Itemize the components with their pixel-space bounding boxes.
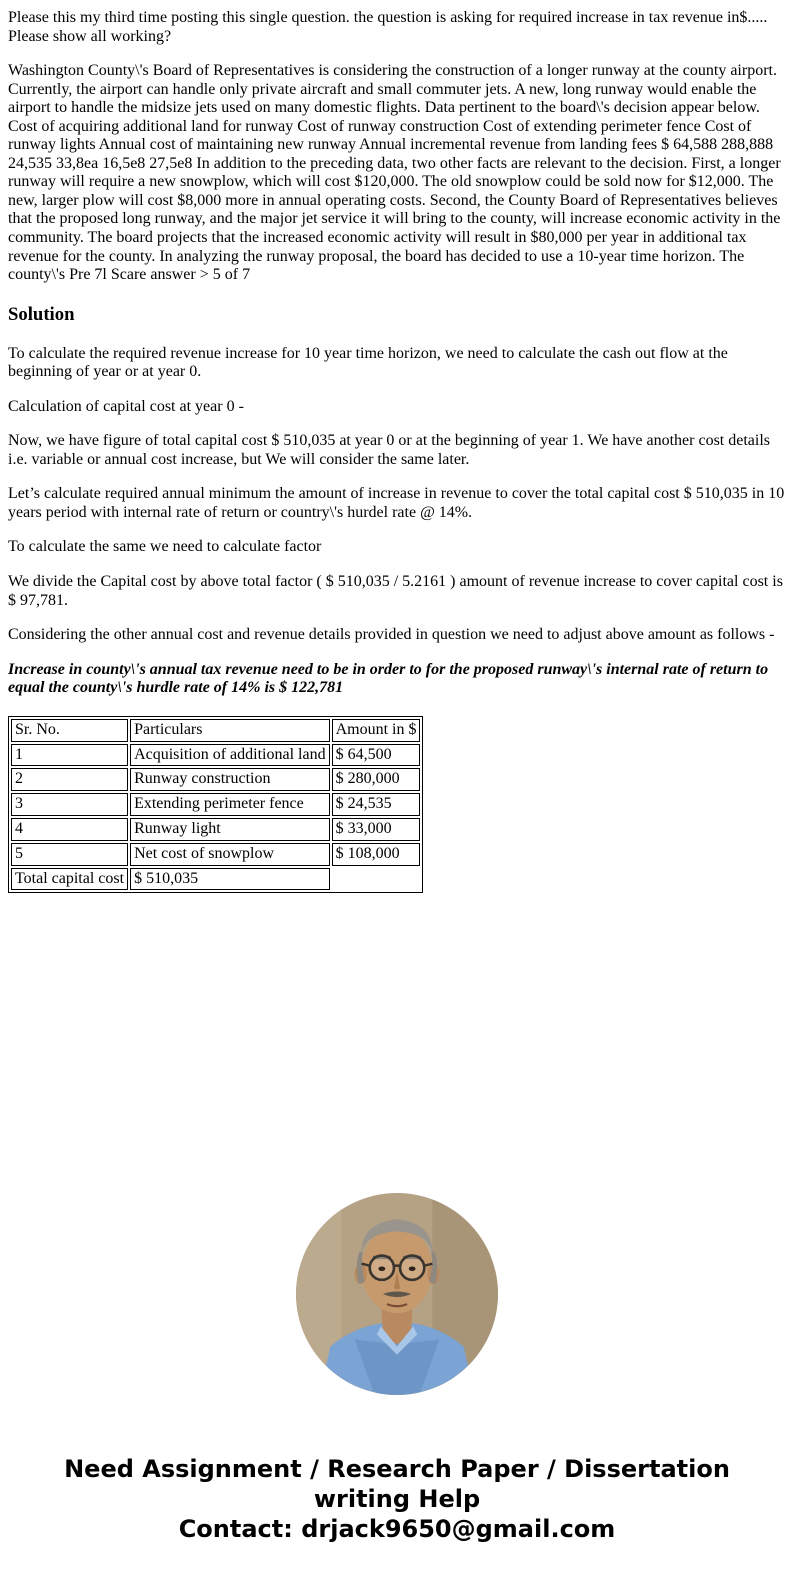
table-row (11, 868, 420, 891)
table-header-row (11, 719, 420, 742)
question-body: Washington County\'s Board of Representatives is considering the construction of a longer runway at the county airport. Currently, the airport can handle only private aircraft and small commuter jets. A new, long runway would enable the airport to handle the midsize jets used on many domestic flights. Data pertinent to the board\'s decision appear below. Cost of acquiring additional land for runway Cost of runway construction Cost of extending perimeter fence Cost of runway lights Annual cost of maintaining new runway Annual incremental revenue from landing fees $ 64,588 288,888 24,535 33,8ea 16,5e8 27,5e8 In addition to the preceding data, two other facts are relevant to the decision. First, a longer runway will require a new snowplow, which will cost $120,000. The old snowplow could be sold now for $12,000. The new, larger plow will cost $8,000 more in annual operating costs. Second, the County Board of Representatives believes that the proposed long runway, and the major jet service it will bring to the county, will increase economic activity in the community. The board projects that the increased economic activity will result in $80,000 per year in additional tax revenue for the county. In analyzing the runway proposal, the board has decided to use a 10-year time horizon. The county\'s Pre 7l Scare answer > 5 of 7 (8, 62, 781, 284)
table-row (11, 793, 420, 816)
table-cell: Runway light (130, 818, 330, 841)
footer-banner (8, 1454, 786, 1544)
cost-table (8, 716, 423, 894)
table-cell: $ 64,500 (332, 744, 421, 767)
table-header-cell: Amount in $ (332, 719, 421, 742)
table-cell: $ 108,000 (332, 843, 421, 866)
table-cell: 3 (11, 793, 128, 816)
solution-paragraph: Let’s calculate required annual minimum the amount of increase in revenue to cover the total capital cost $ 510,035 in 10 years period with internal rate of return or country\'s hurdel rate @ 14%. (8, 485, 785, 521)
table-cell: Runway construction (130, 768, 330, 791)
table-row (11, 818, 420, 841)
table-cell: Extending perimeter fence (130, 793, 330, 816)
solution-paragraph: Considering the other annual cost and revenue details provided in question we need to adjust above amount as follows - (8, 626, 775, 644)
footer-help-text: Need Assignment / Research Paper / Dissertation writing Help (64, 1455, 730, 1514)
table-row (11, 843, 420, 866)
table-header-cell: Particulars (130, 719, 330, 742)
table-cell: $ 280,000 (332, 768, 421, 791)
table-cell: $ 510,035 (130, 868, 330, 891)
solution-paragraph: Now, we have figure of total capital cost $ 510,035 at year 0 or at the beginning of year 1. We have another cost details i.e. variable or annual cost increase, but We will consider the same later. (8, 432, 771, 468)
solution-paragraph: To calculate the required revenue increase for 10 year time horizon, we need to calculate the cash out flow at the beginning of year or at year 0. (8, 344, 728, 381)
solution-paragraph: We divide the Capital cost by above total factor ( $ 510,035 / 5.2161 ) amount of revenue increase to cover capital cost is $ 97,781. (8, 573, 783, 609)
table-cell: 1 (11, 744, 128, 767)
solution-paragraph: To calculate the same we need to calculate factor (8, 538, 322, 556)
table-cell: Net cost of snowplow (130, 843, 330, 866)
table-cell: Acquisition of additional land (130, 744, 330, 767)
cost-table-body (11, 744, 420, 891)
tutor-portrait-image (296, 1193, 498, 1395)
table-cell: Total capital cost (11, 868, 128, 891)
avatar-container (8, 1193, 786, 1400)
table-cell: 2 (11, 768, 128, 791)
table-cell: $ 33,000 (332, 818, 421, 841)
question-intro: Please this my third time posting this single question. the question is asking for required increase in tax revenue in$..... Please show all working? (8, 9, 768, 45)
solution-paragraphs (8, 345, 786, 645)
solution-paragraph: Calculation of capital cost at year 0 - (8, 397, 244, 415)
avatar (296, 1193, 498, 1395)
table-cell: 4 (11, 818, 128, 841)
table-cell: 5 (11, 843, 128, 866)
solution-heading: Solution (8, 303, 75, 325)
table-row (11, 768, 420, 791)
table-header-cell: Sr. No. (11, 719, 128, 742)
table-row (11, 744, 420, 767)
table-cell: $ 24,535 (332, 793, 421, 816)
solution-emphasis: Increase in county\'s annual tax revenue need to be in order to for the proposed runway\'s internal rate of return to equal the county\'s hurdle rate of 14% is $ 122,781 (8, 660, 769, 697)
footer-contact: Contact: drjack9650@gmail.com (178, 1515, 616, 1544)
